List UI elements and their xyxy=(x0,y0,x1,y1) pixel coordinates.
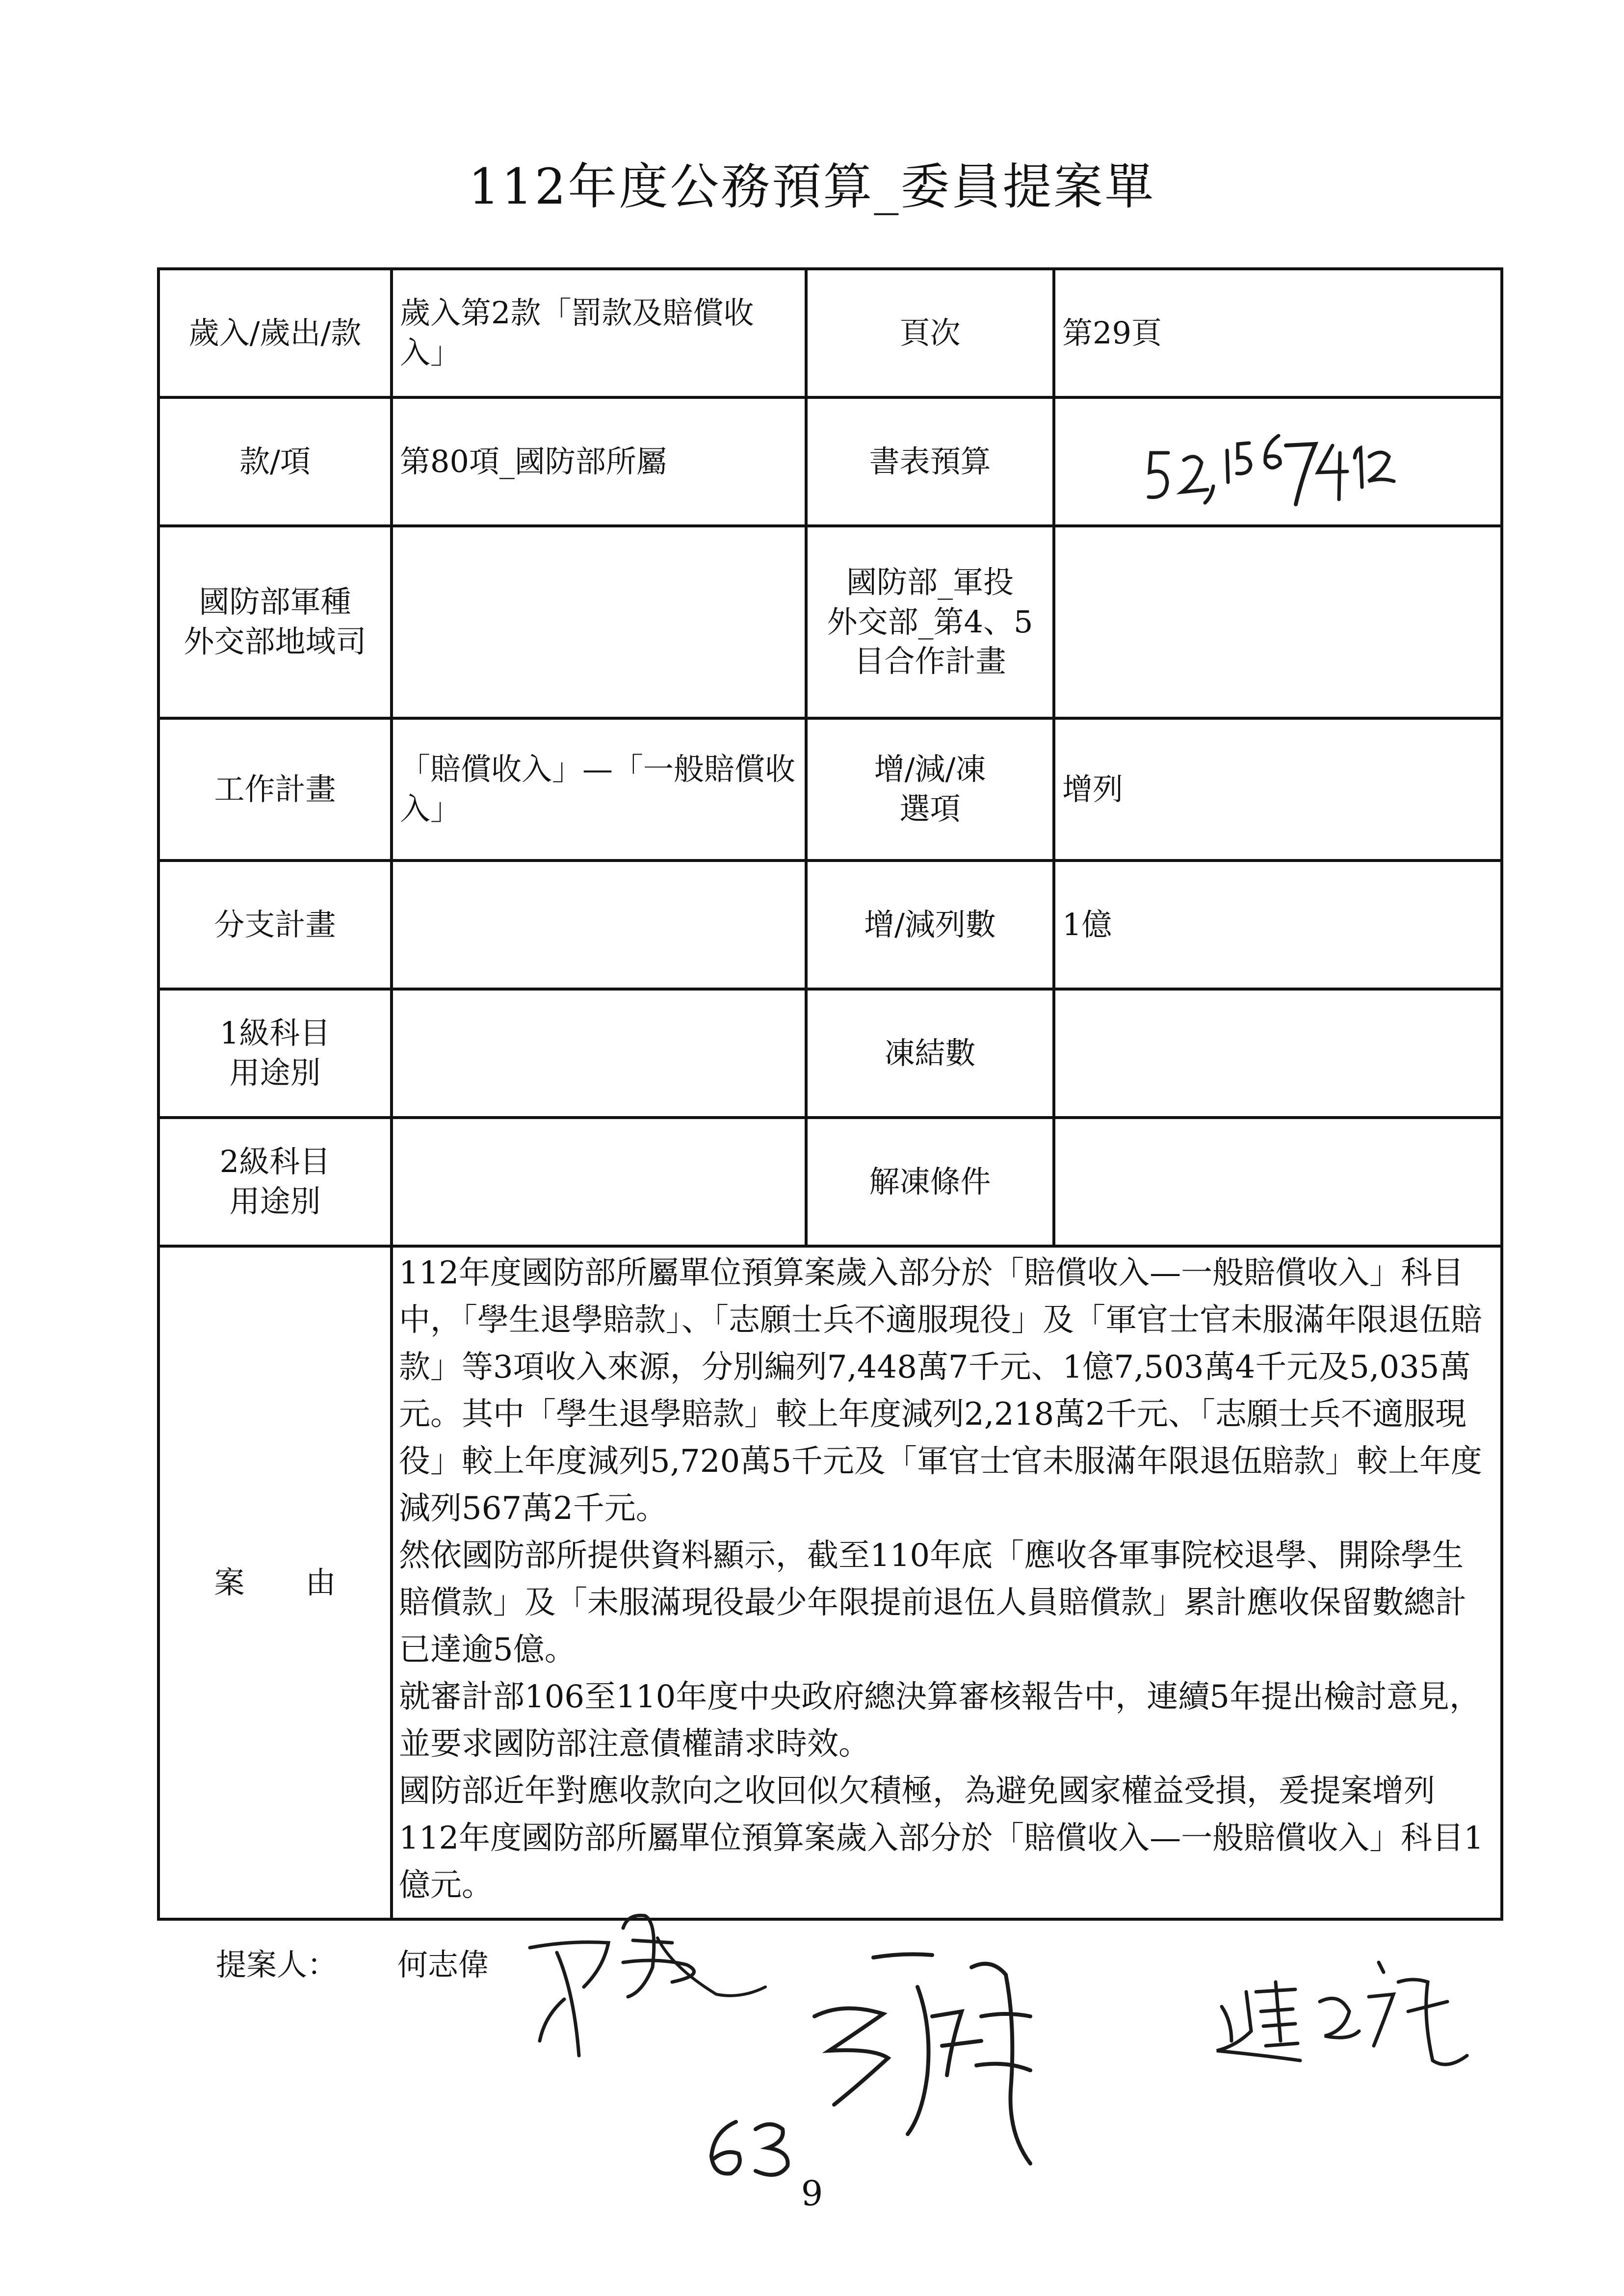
form-row-item xyxy=(158,397,1502,526)
proposer-label: 提案人： xyxy=(216,1947,338,1983)
label-level1-subject-line2: 用途別 xyxy=(229,1055,321,1091)
label-unfreeze-condition: 解凍條件 xyxy=(806,1118,1054,1246)
value-level1-subject xyxy=(392,989,806,1118)
label-work-plan: 工作計畫 xyxy=(158,718,392,861)
value-adjust-amount: 1億 xyxy=(1054,861,1502,989)
value-level2-subject xyxy=(392,1118,806,1246)
label-branch-plan: 分支計畫 xyxy=(158,861,392,989)
label-adjust-option-line2: 選項 xyxy=(899,791,961,827)
value-frozen-amount xyxy=(1054,989,1502,1118)
label-level1-subject xyxy=(158,989,392,1118)
form-row-level2-subject xyxy=(158,1118,1502,1246)
form-row-military-branch xyxy=(158,526,1502,718)
label-adjust-option xyxy=(806,718,1054,861)
label-military-branch xyxy=(158,526,392,718)
value-page: 第29頁 xyxy=(1054,269,1502,397)
signature-2 xyxy=(785,1928,1060,2183)
form-row-level1-subject xyxy=(158,989,1502,1118)
signature-3 xyxy=(1202,1943,1487,2090)
label-level2-subject xyxy=(158,1118,392,1246)
value-adjust-option: 增列 xyxy=(1054,718,1502,861)
signature-1 xyxy=(510,1894,785,2100)
label-item: 款/項 xyxy=(158,397,392,526)
document-title: 112年度公務預算_委員提案單 xyxy=(468,158,1156,215)
label-frozen-amount: 凍結數 xyxy=(806,989,1054,1118)
form-row-reason xyxy=(158,1246,1502,1919)
value-unfreeze-condition xyxy=(1054,1118,1502,1246)
value-work-plan: 「賠償收入」—「一般賠償收入」 xyxy=(392,718,806,861)
label-reason: 案 由 xyxy=(158,1246,392,1919)
label-level2-subject-line1: 2級科目 xyxy=(219,1144,331,1180)
label-cooperation-plan-line3: 目合作計畫 xyxy=(854,643,1006,679)
form-row-work-plan xyxy=(158,718,1502,861)
proposer-name: 何志偉 xyxy=(397,1947,489,1983)
label-military-branch-line2: 外交部地域司 xyxy=(183,624,367,659)
label-cooperation-plan xyxy=(806,526,1054,718)
form-row-budget-type xyxy=(158,269,1502,397)
reason-paragraph: 就審計部106至110年度中央政府總決算審核報告中，連續5年提出檢討意見，並要求國防部注意債權請求時效。 xyxy=(399,1679,1481,1762)
label-level1-subject-line1: 1級科目 xyxy=(219,1015,331,1051)
value-cooperation-plan xyxy=(1054,526,1502,718)
value-item: 第80項_國防部所屬 xyxy=(392,397,806,526)
label-book-budget: 書表預算 xyxy=(806,397,1054,526)
label-adjust-amount: 增/減列數 xyxy=(806,861,1054,989)
proposal-form-table xyxy=(157,267,1503,1921)
value-budget-type: 歲入第2款「罰款及賠償收入」 xyxy=(392,269,806,397)
handwritten-budget-amount xyxy=(1055,399,1503,527)
label-budget-type: 歲入/歲出/款 xyxy=(158,269,392,397)
form-row-branch-plan xyxy=(158,861,1502,989)
value-branch-plan xyxy=(392,861,806,989)
value-military-branch xyxy=(392,526,806,718)
label-cooperation-plan-line2: 外交部_第4、5 xyxy=(827,603,1033,640)
reason-paragraph: 然依國防部所提供資料顯示，截至110年底「應收各軍事院校退學、開除學生賠償款」及「未服滿現役最少年限提前退伍人員賠償款」累計應收保留數總計已達逾5億。 xyxy=(399,1538,1467,1668)
reason-paragraph: 國防部近年對應收款向之收回似欠積極，為避免國家權益受損，爰提案增列112年度國防部所屬單位預算案歲入部分於「賠償收入—一般賠償收入」科目1億元。 xyxy=(399,1773,1484,1904)
reason-paragraph: 112年度國防部所屬單位預算案歲入部分於「賠償收入—一般賠償收入」科目中，「學生退學賠款」、「志願士兵不適服現役」及「軍官士官未服滿年限退伍賠款」等3項收入來源，分別編列7,448萬7千元、1億7,503萬4千元及5,035萬元。其中「學生退學賠款」較上年度減列2,218萬2千元、「志願士兵不適服現役」較上年度減列5,720萬5千元及「軍官士官未服滿年限退伍賠款」較上年度減列567萬2千元。 xyxy=(399,1255,1482,1527)
label-military-branch-line1: 國防部軍種 xyxy=(199,584,351,620)
label-adjust-option-line1: 增/減/凍 xyxy=(874,751,986,787)
label-page: 頁次 xyxy=(806,269,1054,397)
label-cooperation-plan-line1: 國防部_軍投 xyxy=(846,564,1014,600)
page-number: 9 xyxy=(801,2173,823,2214)
value-book-budget-handwritten xyxy=(1054,397,1502,526)
label-level2-subject-line2: 用途別 xyxy=(229,1183,321,1219)
reason-text xyxy=(392,1246,1502,1919)
